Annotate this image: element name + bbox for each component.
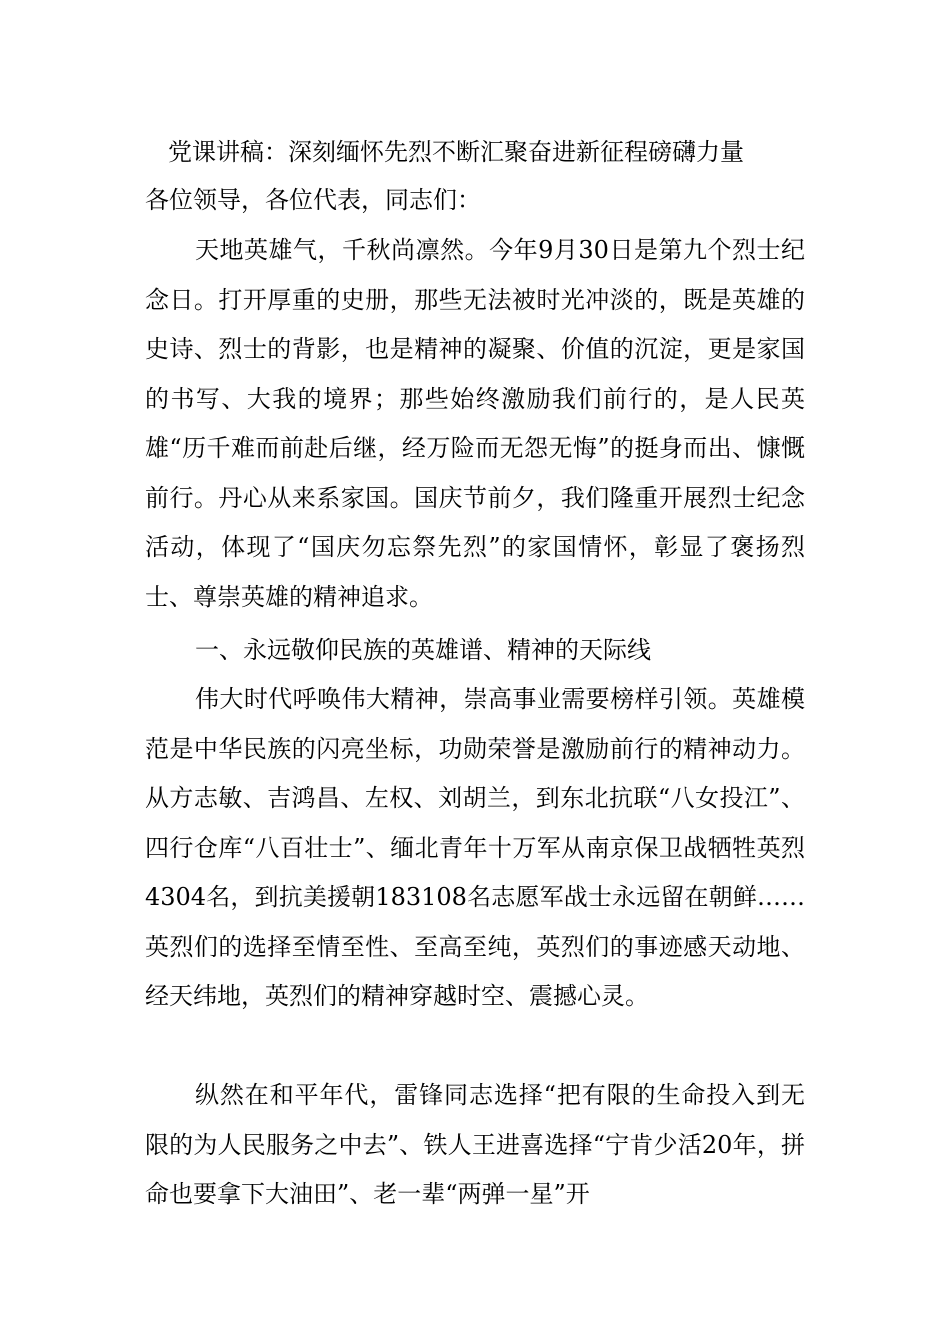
document-title: 党课讲稿：深刻缅怀先烈不断汇聚奋进新征程磅礴力量: [168, 138, 744, 166]
paragraph-intro: 天地英雄气，千秋尚凛然。今年9月30日是第九个烈士纪念日。打开厚重的史册，那些无法被时光冲淡的，既是英雄的史诗、烈士的背影，也是精神的凝聚、价值的沉淀，更是家国的书写、大我的境界；那些始终激励我们前行的，是人民英雄“历千难而前赴后继，经万险而无怨无悔”的挺身而出、慷慨前行。丹心从来系家国。国庆节前夕，我们隆重开展烈士纪念活动，体现了“国庆勿忘祭先烈”的家国情怀，彰显了褒扬烈士、尊崇英雄的精神追求。: [145, 236, 805, 611]
paragraph-section1-2: 纵然在和平年代，雷锋同志选择“把有限的生命投入到无限的为人民服务之中去”、铁人王进喜选择“宁肯少活20年，拼命也要拿下大油田”、老一辈“两弹一星”开: [145, 1081, 805, 1208]
greeting-line: 各位领导，各位代表，同志们：: [145, 186, 481, 214]
section-heading-1: 一、永远敬仰民族的英雄谱、精神的天际线: [195, 636, 651, 664]
paragraph-section1-1: 伟大时代呼唤伟大精神，崇高事业需要榜样引领。英雄模范是中华民族的闪亮坐标，功勋荣誉是激励前行的精神动力。从方志敏、吉鸿昌、左权、刘胡兰，到东北抗联“八女投江”、四行仓库“八百壮士”、缅北青年十万军从南京保卫战牺牲英烈4304名，到抗美援朝183108名志愿军战士永远留在朝鲜……英烈们的选择至情至性、至高至纯，英烈们的事迹感天动地、经天纬地，英烈们的精神穿越时空、震撼心灵。: [145, 685, 805, 1010]
